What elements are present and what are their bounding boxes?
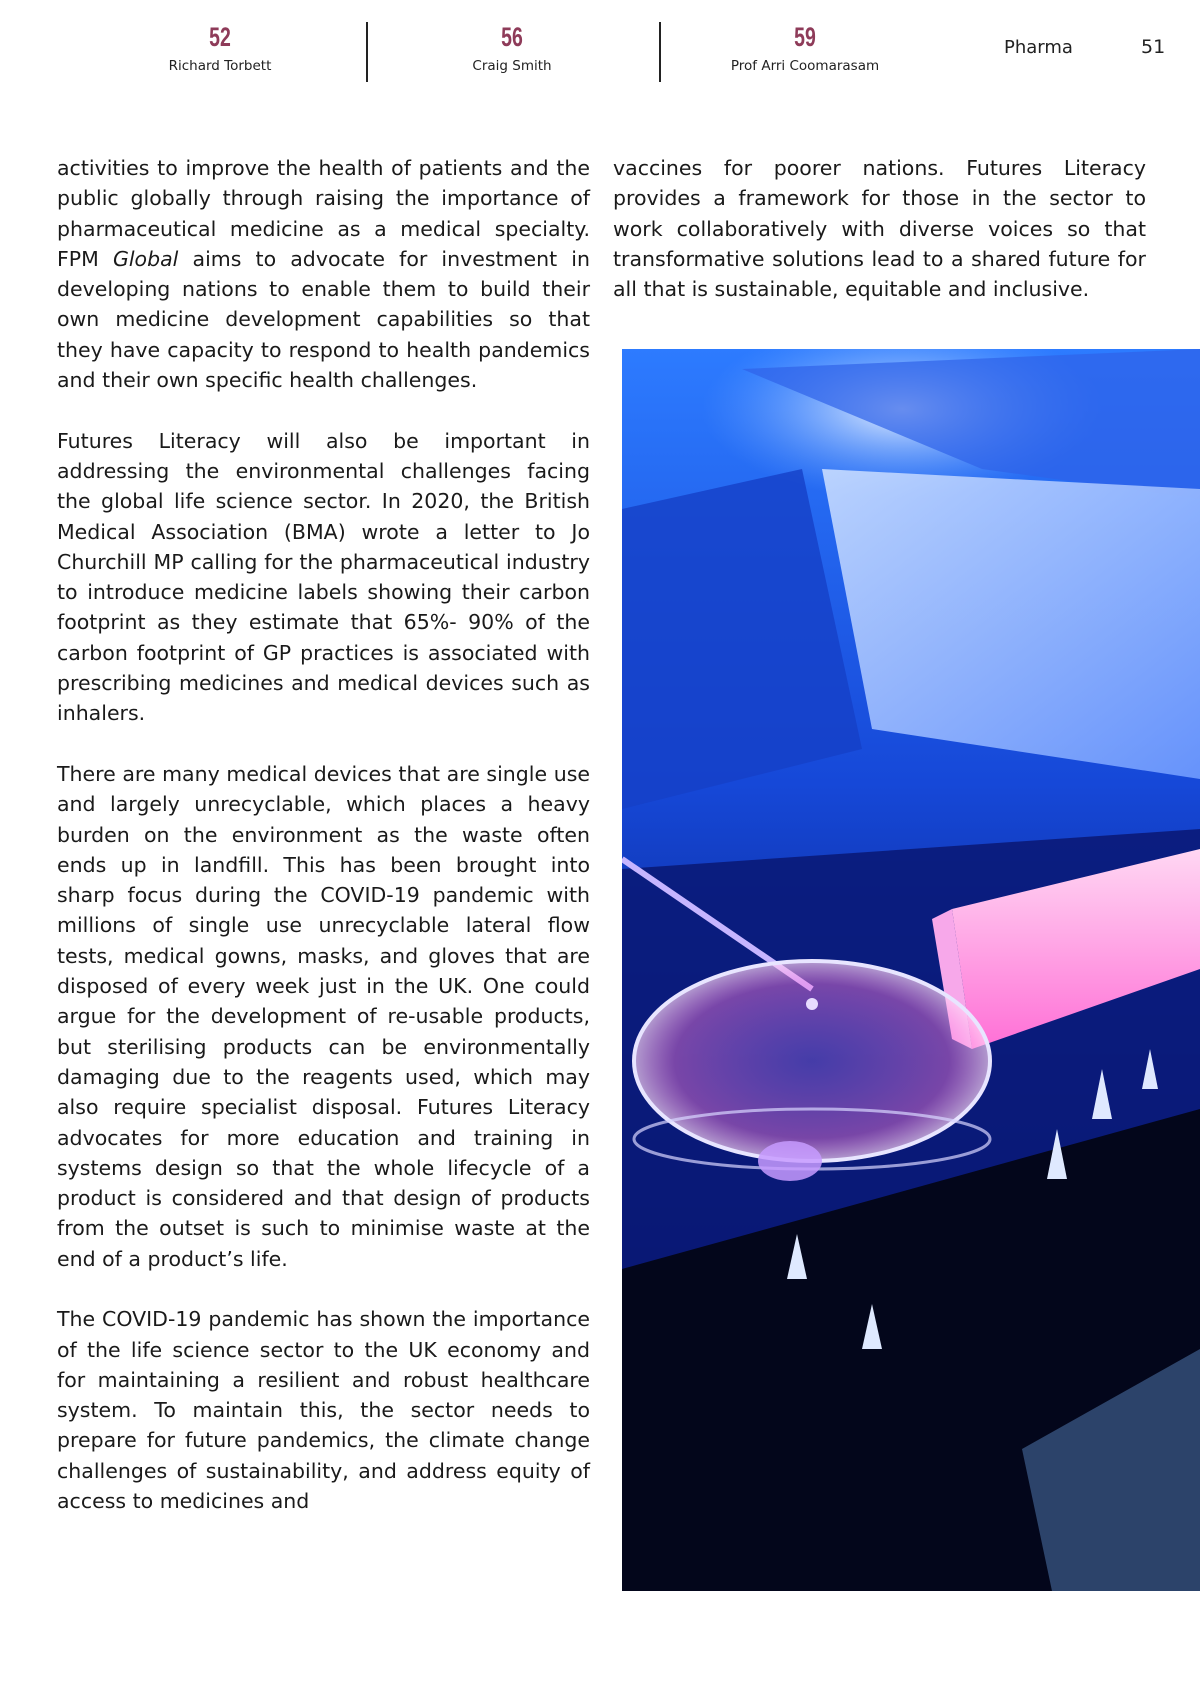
page-header [0,0,1200,90]
page-number: 51 [1141,36,1166,58]
lab-photo-illustration [622,349,1200,1591]
italic-term: Global [112,246,179,271]
nav-author: Prof Arri Coomarasam [730,58,880,74]
section-name: Pharma [1004,37,1073,58]
paragraph-text: activities to improve the health of patients and the public globally through raising the importance of pharmaceutical medicine as a medical specialty. FPM [57,156,590,271]
nav-author: Richard Torbett [168,58,272,74]
nav-link-arri-coomarasam[interactable] [685,22,925,74]
article-paragraph: Futures Literacy will also be important in addressing the environmental challenges facing the global life science sector. In 2020, the British Medical Association (BMA) wrote a letter to Jo Churchill MP calling for the pharmaceutical industry to introduce medicine labels showing their carbon footprint as they estimate that 65%- 90% of the carbon footprint of GP practices is associated with prescribing medicines and medical devices such as inhalers. [57,428,590,726]
nav-page-number: 52 [209,22,231,52]
article-paragraph: The COVID-19 pandemic has shown the importance of the life science sector to the UK economy and for maintaining a resilient and robust healthcare system. To maintain this, the sector needs to prepare for future pandemics, the climate change challenges of sustainability, and address equity of access to medicines and [57,1307,590,1514]
nav-page-number: 56 [501,22,523,52]
nav-divider [659,22,661,82]
nav-link-craig-smith[interactable] [392,22,632,74]
nav-author: Craig Smith [472,58,552,74]
article-column-left [57,153,590,1547]
nav-page-number: 59 [794,22,816,52]
article-paragraph: vaccines for poorer nations. Futures Literacy provides a framework for those in the sector to work collaboratively with diverse voices so that transformative solutions lead to a shared future for all that is sustainable, equitable and inclusive. [613,156,1146,302]
article-paragraph: There are many medical devices that are single use and largely unrecyclable, which places a heavy burden on the environment as the waste often ends up in landfill. This has been brought into sharp focus during the COVID-19 pandemic with millions of single use unrecyclable lateral flow tests, medical gowns, masks, and gloves that are disposed of every week just in the UK. One could argue for the development of re-usable products, but sterilising products can be environmentally damaging due to the reagents used, which may also require specialist disposal. Futures Literacy advocates for more education and training in systems design so that the whole lifecycle of a product is considered and that design of products from the outset is such to minimise waste at the end of a product’s life. [57,761,590,1271]
article-paragraph [57,153,590,395]
nav-link-richard-torbett[interactable] [100,22,340,74]
nav-divider [366,22,368,82]
paragraph-text: aims to advocate for investment in developing nations to enable them to build their own medicine development capabilities so that they have capacity to respond to health pandemics and their own specific health challenges. [57,246,590,393]
lab-photo [622,349,1200,1591]
article-column-right [613,153,1146,335]
